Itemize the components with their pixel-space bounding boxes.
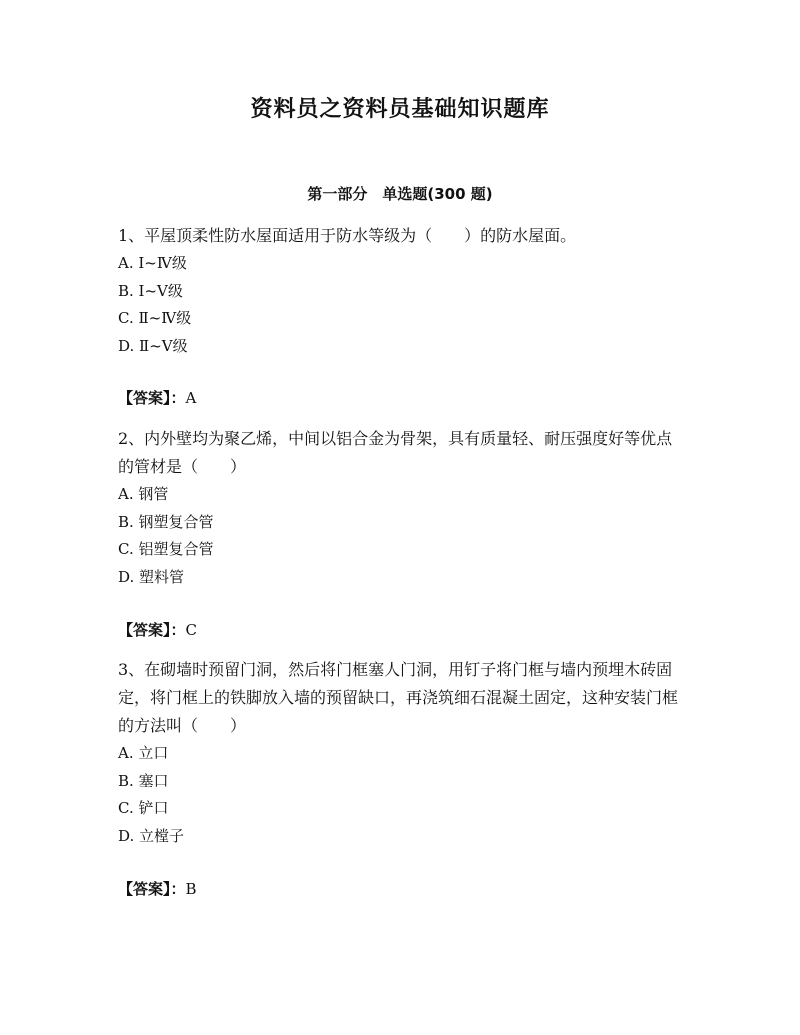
option-a: A. Ⅰ~Ⅳ级	[118, 254, 187, 272]
section-title	[0, 183, 800, 204]
option-c: C. 铝塑复合管	[118, 540, 214, 558]
option-d: D. 立樘子	[118, 826, 185, 845]
question-3	[118, 656, 688, 850]
answer-value: C	[185, 621, 197, 639]
question-stem: 3、在砌墙时预留门洞，然后将门框塞人门洞，用钉子将门框与墙内预埋木砖固定，将门框上的铁脚放入墙的预留缺口，再浇筑细石混凝土固定，这种安装门框的方法叫（ ）	[118, 660, 679, 735]
question-stem: 1、平屋顶柔性防水屋面适用于防水等级为（ ）的防水屋面。	[118, 226, 577, 245]
option-c: C. Ⅱ~Ⅳ级	[118, 309, 192, 327]
option-c: C. 铲口	[118, 799, 169, 817]
section-title-text: 第一部分 单选题(300 题)	[307, 185, 493, 203]
answer-label: 【答案】：	[118, 389, 186, 407]
question-1	[118, 222, 688, 360]
answer-value: A	[185, 389, 197, 407]
option-b: B. 钢塑复合管	[118, 512, 214, 531]
question-2	[118, 425, 688, 591]
option-d: D. Ⅱ~Ⅴ级	[118, 336, 188, 355]
option-d: D. 塑料管	[118, 567, 185, 586]
option-b: B. 塞口	[118, 771, 169, 790]
option-b: B. Ⅰ~Ⅴ级	[118, 281, 183, 300]
answer-1	[118, 386, 196, 410]
document-title: 资料员之资料员基础知识题库	[250, 97, 550, 122]
answer-3	[118, 877, 197, 901]
option-a: A. 钢管	[118, 485, 169, 503]
option-a: A. 立口	[118, 744, 169, 762]
answer-label: 【答案】：	[118, 621, 186, 639]
question-stem: 2、内外壁均为聚乙烯，中间以铝合金为骨架，具有质量轻、耐压强度好等优点的管材是（ ）	[118, 429, 673, 476]
answer-label: 【答案】：	[118, 880, 186, 898]
answer-2	[118, 618, 197, 642]
answer-value: B	[185, 880, 197, 898]
